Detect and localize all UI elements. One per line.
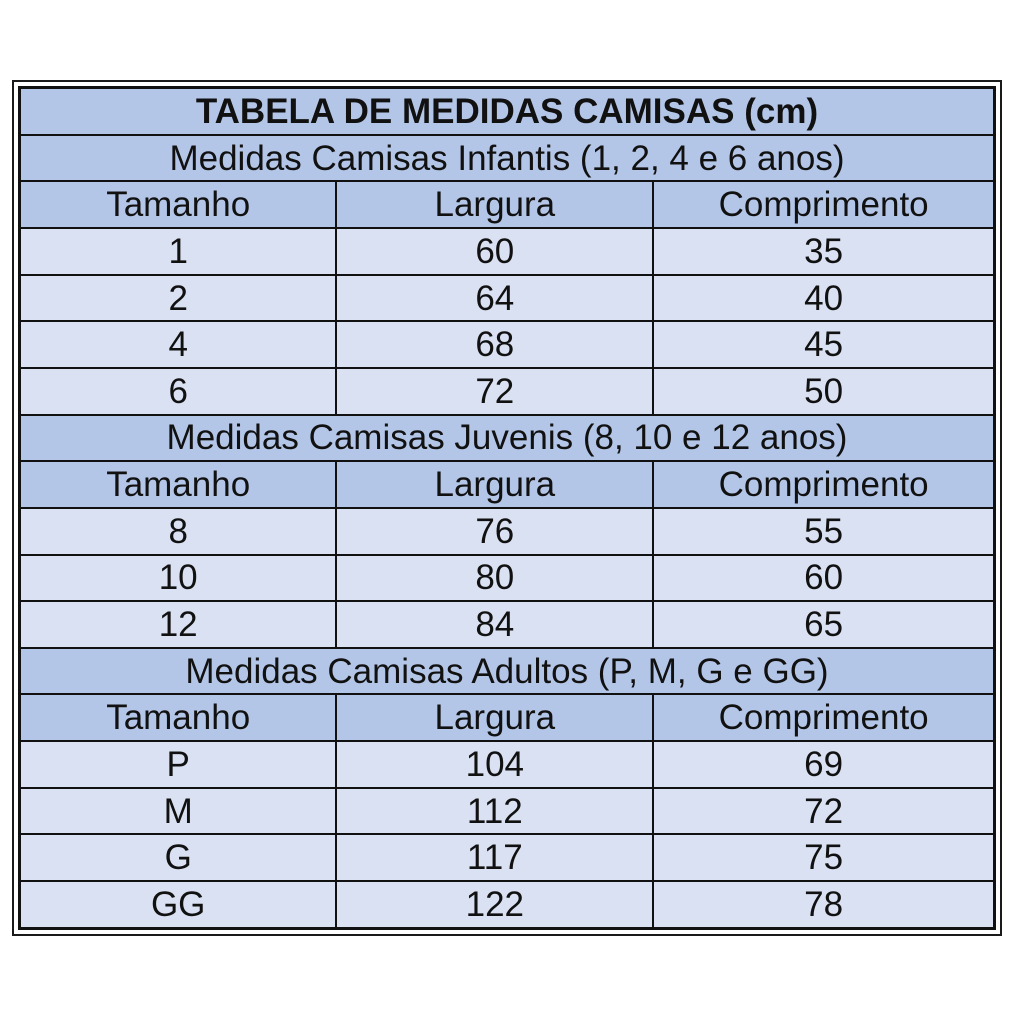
table-row — [20, 321, 995, 368]
column-header-comprimento: Comprimento — [653, 461, 994, 508]
cell-tamanho: 2 — [20, 275, 337, 322]
cell-largura: 104 — [336, 741, 653, 788]
table-row — [20, 275, 995, 322]
column-header-row — [20, 461, 995, 508]
section-heading-infantis: Medidas Camisas Infantis (1, 2, 4 e 6 anos) — [20, 135, 995, 182]
table-row — [20, 601, 995, 648]
cell-largura: 64 — [336, 275, 653, 322]
section-heading-adultos: Medidas Camisas Adultos (P, M, G e GG) — [20, 648, 995, 695]
cell-largura: 112 — [336, 788, 653, 835]
cell-largura: 60 — [336, 228, 653, 275]
cell-tamanho: P — [20, 741, 337, 788]
column-header-largura: Largura — [336, 694, 653, 741]
section-heading-row — [20, 648, 995, 695]
cell-comprimento: 60 — [653, 555, 994, 602]
cell-largura: 68 — [336, 321, 653, 368]
column-header-largura: Largura — [336, 181, 653, 228]
column-header-comprimento: Comprimento — [653, 694, 994, 741]
cell-tamanho: GG — [20, 881, 337, 928]
section-heading-row — [20, 415, 995, 462]
cell-tamanho: 10 — [20, 555, 337, 602]
cell-comprimento: 78 — [653, 881, 994, 928]
table-row — [20, 555, 995, 602]
cell-comprimento: 75 — [653, 834, 994, 881]
cell-comprimento: 35 — [653, 228, 994, 275]
size-chart-frame — [12, 80, 1002, 936]
cell-largura: 80 — [336, 555, 653, 602]
cell-comprimento: 69 — [653, 741, 994, 788]
cell-tamanho: 4 — [20, 321, 337, 368]
cell-tamanho: M — [20, 788, 337, 835]
table-row — [20, 741, 995, 788]
title-row — [20, 88, 995, 135]
column-header-row — [20, 181, 995, 228]
cell-tamanho: 6 — [20, 368, 337, 415]
column-header-largura: Largura — [336, 461, 653, 508]
cell-tamanho: 12 — [20, 601, 337, 648]
table-title: TABELA DE MEDIDAS CAMISAS (cm) — [20, 88, 995, 135]
cell-comprimento: 50 — [653, 368, 994, 415]
cell-comprimento: 72 — [653, 788, 994, 835]
column-header-tamanho: Tamanho — [20, 461, 337, 508]
table-row — [20, 881, 995, 928]
cell-largura: 72 — [336, 368, 653, 415]
table-row — [20, 508, 995, 555]
cell-largura: 76 — [336, 508, 653, 555]
column-header-row — [20, 694, 995, 741]
table-row — [20, 788, 995, 835]
cell-tamanho: G — [20, 834, 337, 881]
column-header-tamanho: Tamanho — [20, 181, 337, 228]
cell-comprimento: 55 — [653, 508, 994, 555]
cell-comprimento: 45 — [653, 321, 994, 368]
cell-tamanho: 1 — [20, 228, 337, 275]
table-row — [20, 834, 995, 881]
section-heading-juvenis: Medidas Camisas Juvenis (8, 10 e 12 anos) — [20, 415, 995, 462]
column-header-tamanho: Tamanho — [20, 694, 337, 741]
size-chart-table — [18, 86, 996, 930]
section-heading-row — [20, 135, 995, 182]
cell-largura: 122 — [336, 881, 653, 928]
cell-largura: 84 — [336, 601, 653, 648]
cell-tamanho: 8 — [20, 508, 337, 555]
cell-largura: 117 — [336, 834, 653, 881]
column-header-comprimento: Comprimento — [653, 181, 994, 228]
table-row — [20, 228, 995, 275]
table-row — [20, 368, 995, 415]
cell-comprimento: 65 — [653, 601, 994, 648]
cell-comprimento: 40 — [653, 275, 994, 322]
